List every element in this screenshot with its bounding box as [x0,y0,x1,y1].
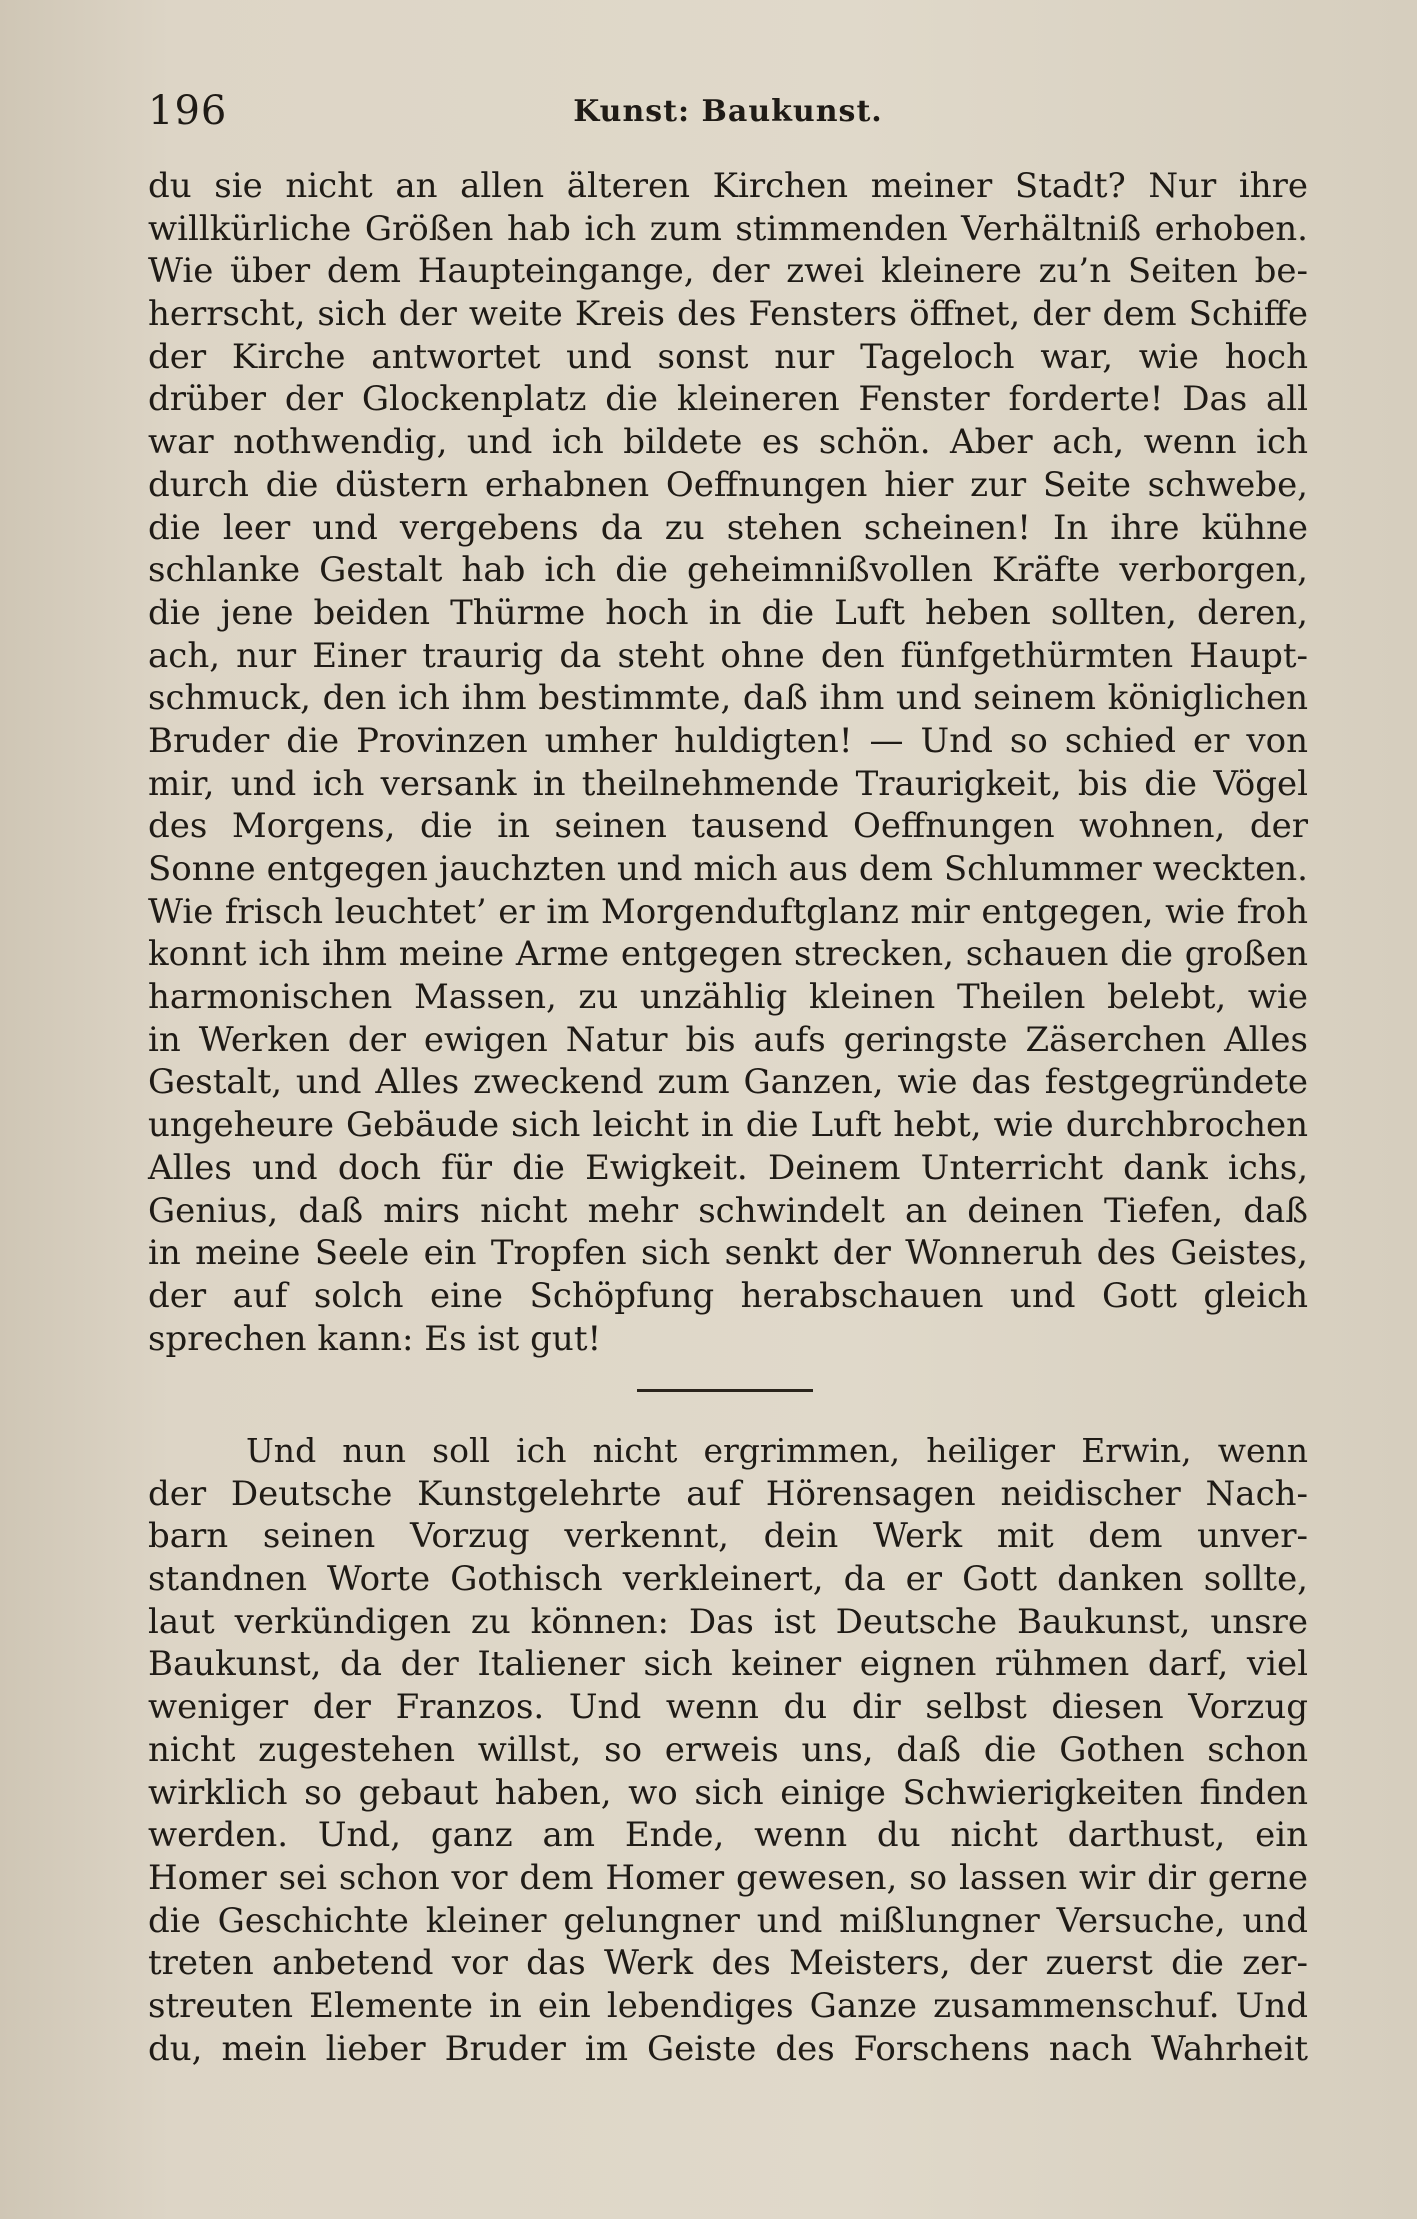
text-line: die leer und vergebens da zu stehen scheinen! In ihre kühne [148,507,1308,548]
text-line: barn seinen Vorzug verkennt, dein Werk mit dem unver- [148,1516,1308,1557]
text-line: in meine Seele ein Tropfen sich senkt der Wonneruh des Geistes, [148,1233,1308,1274]
text-line: du, mein lieber Bruder im Geiste des Forschens nach Wahrheit [148,2028,1308,2069]
text-line: Wie frisch leuchtet’ er im Morgenduftglanz mir entgegen, wie froh [148,891,1308,932]
text-line: drüber der Glockenplatz die kleineren Fenster forderte! Das all [148,379,1308,420]
page-header [148,88,1308,138]
text-line: Homer sei schon vor dem Homer gewesen, so lassen wir dir gerne [148,1857,1308,1898]
text-line: Sonne entgegen jauchzten und mich aus dem Schlummer weckten. [148,849,1308,889]
text-line: mir, und ich versank in theilnehmende Traurigkeit, bis die Vögel [148,763,1308,804]
text-line: des Morgens, die in seinen tausend Oeffnungen wohnen, der [148,806,1308,847]
text-line: war nothwendig, und ich bildete es schön. Aber ach, wenn ich [148,422,1308,463]
text-line: der Kirche antwortet und sonst nur Tageloch war, wie hoch [148,336,1308,377]
text-line: schlanke Gestalt hab ich die geheimnißvollen Kräfte verborgen, [148,550,1308,591]
text-line: Bruder die Provinzen umher huldigten! — Und so schied er von [148,720,1308,761]
paragraph-1 [148,165,1308,1360]
text-line: streuten Elemente in ein lebendiges Ganze zusammenschuf. Und [148,1985,1308,2026]
text-line: ungeheure Gebäude sich leicht in die Luft hebt, wie durchbrochen [148,1105,1308,1146]
text-line: wirklich so gebaut haben, wo sich einige Schwierigkeiten finden [148,1772,1308,1813]
text-line: der Deutsche Kunstgelehrte auf Hörensagen neidischer Nach- [148,1473,1308,1514]
text-line: konnt ich ihm meine Arme entgegen strecken, schauen die großen [148,934,1308,975]
text-line: Genius, daß mirs nicht mehr schwindelt an deinen Tiefen, daß [148,1190,1308,1231]
text-line: ach, nur Einer traurig da steht ohne den fünfgethürmten Haupt- [148,635,1308,676]
text-line: weniger der Franzos. Und wenn du dir selbst diesen Vorzug [148,1687,1308,1728]
text-line: standnen Worte Gothisch verkleinert, da er Gott danken sollte, [148,1559,1308,1600]
text-line: Und nun soll ich nicht ergrimmen, heiliger Erwin, wenn [246,1431,1308,1470]
text-line: sprechen kann: Es ist gut! [148,1318,602,1359]
text-line: treten anbetend vor das Werk des Meisters, der zuerst die zer- [148,1943,1308,1984]
section-divider [637,1389,813,1392]
text-line: du sie nicht an allen älteren Kirchen meiner Stadt? Nur ihre [148,166,1308,206]
text-line: laut verkündigen zu können: Das ist Deutsche Baukunst, unsre [148,1601,1308,1642]
text-line: die Geschichte kleiner gelungner und mißlungner Versuche, und [148,1900,1308,1941]
paragraph-2 [148,1430,1308,2070]
text-line: harmonischen Massen, zu unzählig kleinen Theilen belebt, wie [148,977,1308,1018]
text-line: schmuck, den ich ihm bestimmte, daß ihm und seinem königlichen [148,678,1308,719]
text-line: Gestalt, und Alles zweckend zum Ganzen, wie das festgegründete [148,1062,1308,1103]
text-line: Alles und doch für die Ewigkeit. Deinem Unterricht dank ichs, [148,1147,1308,1188]
text-line: Baukunst, da der Italiener sich keiner eignen rühmen darf, viel [148,1644,1308,1685]
text-line: nicht zugestehen willst, so erweis uns, daß die Gothen schon [148,1729,1308,1770]
text-line: in Werken der ewigen Natur bis aufs geringste Zäserchen Alles [148,1019,1308,1060]
page-number: 196 [148,88,228,134]
text-line: herrscht, sich der weite Kreis des Fensters öffnet, der dem Schiffe [148,294,1308,335]
running-head: Kunst: Baukunst. [573,94,883,129]
text-line: durch die düstern erhabnen Oeffnungen hier zur Seite schwebe, [148,464,1308,505]
text-line: die jene beiden Thürme hoch in die Luft heben sollten, deren, [148,592,1308,633]
text-line: Wie über dem Haupteingange, der zwei kleinere zu’n Seiten be- [148,251,1308,292]
text-line: werden. Und, ganz am Ende, wenn du nicht darthust, ein [148,1815,1308,1856]
text-line: der auf solch eine Schöpfung herabschauen und Gott gleich [148,1275,1308,1316]
text-line: willkürliche Größen hab ich zum stimmenden Verhältniß erhoben. [148,208,1308,249]
